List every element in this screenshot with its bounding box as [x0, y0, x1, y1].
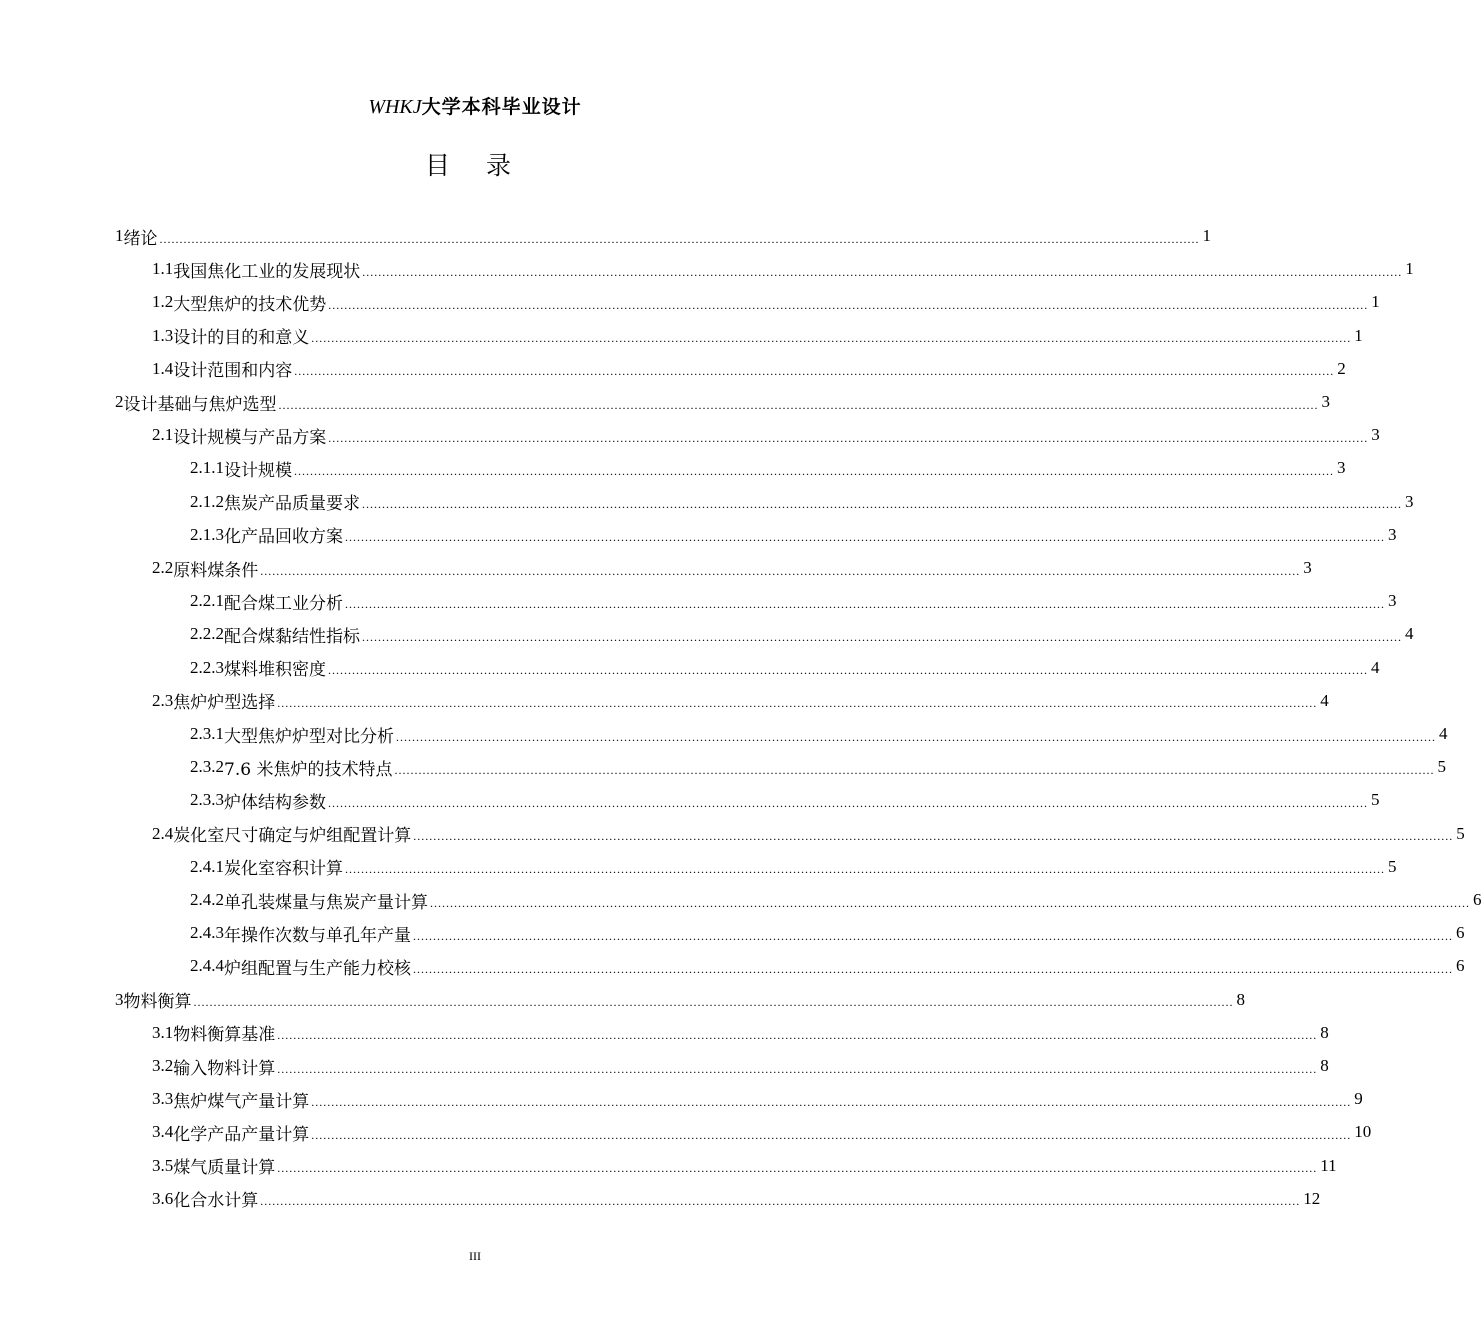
- toc-entry[interactable]: [115, 985, 1245, 1015]
- toc-entry-number: 2.3.3: [190, 790, 224, 810]
- toc-entry[interactable]: [152, 254, 1414, 284]
- toc-entry-number: 2.1.1: [190, 458, 224, 478]
- toc-entry-number: 2.3.2: [190, 757, 224, 777]
- toc-entry-title: 绪论: [123, 228, 158, 249]
- toc-dot-leader: ....................................................................................................................................................................................................................................................................: [413, 961, 1453, 976]
- toc-entry-page: 6: [1473, 890, 1482, 909]
- toc-entry-page: 6: [1456, 923, 1465, 943]
- toc-dot-leader: ....................................................................................................................................................................................................................................................................: [277, 1061, 1318, 1076]
- toc-entry-title: 化学产品产量计算: [173, 1124, 310, 1145]
- toc-entry-page: 3: [1321, 392, 1330, 411]
- toc-entry-title: 设计规模与产品方案: [173, 427, 327, 448]
- toc-entry-title: 设计基础与焦炉选型: [123, 394, 277, 415]
- toc-entry-page: 2: [1337, 358, 1346, 378]
- toc-dot-leader: ....................................................................................................................................................................................................................................................................: [413, 829, 1454, 844]
- toc-dot-leader: ....................................................................................................................................................................................................................................................................: [277, 1161, 1318, 1176]
- toc-entry-number: 1.2: [152, 292, 174, 312]
- toc-entry-number: 3: [115, 989, 124, 1009]
- toc-entry-title: 炭化室尺寸确定与炉组配置计算: [173, 826, 412, 847]
- toc-entry[interactable]: [152, 1151, 1337, 1181]
- toc-entry-title: 化合水计算: [173, 1191, 259, 1212]
- toc-entry-title: 年操作次数与单孔年产量: [224, 925, 411, 946]
- toc-entry-page: 8: [1320, 1022, 1329, 1042]
- toc-entry-page: 6: [1456, 956, 1465, 976]
- toc-entry-title: 物料衡算: [123, 992, 192, 1013]
- toc-entry-page: 4: [1405, 624, 1414, 644]
- toc-entry-title: 大型焦炉的技术优势: [173, 294, 327, 315]
- toc-entry-number: 2.4.4: [190, 956, 224, 976]
- toc-entry-number: 3.4: [152, 1122, 174, 1142]
- toc-dot-leader: ....................................................................................................................................................................................................................................................................: [430, 895, 1470, 910]
- toc-entry-title: 设计规模: [224, 460, 292, 481]
- toc-dot-leader: ....................................................................................................................................................................................................................................................................: [277, 1028, 1318, 1043]
- toc-entry-title: 输入物料计算: [173, 1058, 276, 1079]
- toc-entry-title: 单孔装煤量与焦炭产量计算: [224, 892, 428, 913]
- toc-entry[interactable]: [152, 1084, 1363, 1114]
- toc-entry-page: 3: [1405, 491, 1414, 511]
- page-title: 目 录: [425, 151, 525, 180]
- toc-dot-leader: ....................................................................................................................................................................................................................................................................: [260, 563, 1301, 578]
- toc-entry-page: 11: [1320, 1155, 1337, 1175]
- toc-entry-page: 8: [1320, 1056, 1329, 1075]
- toc-entry-number: 3.2: [152, 1056, 174, 1075]
- toc-dot-leader: ....................................................................................................................................................................................................................................................................: [294, 463, 1334, 478]
- toc-entry-page: 1: [1202, 226, 1211, 245]
- toc-entry-title: 配合煤工业分析: [224, 593, 343, 614]
- toc-entry-page: 5: [1371, 790, 1380, 810]
- toc-entry-page: 4: [1371, 657, 1380, 677]
- toc-entry[interactable]: [190, 785, 1380, 815]
- toc-dot-leader: ....................................................................................................................................................................................................................................................................: [362, 497, 1402, 512]
- toc-entry-title: 设计范围和内容: [173, 361, 293, 382]
- toc-entry[interactable]: [152, 686, 1329, 716]
- toc-entry-page: 4: [1439, 724, 1448, 743]
- header-latin: WHKJ: [368, 96, 422, 118]
- toc-dot-leader: ....................................................................................................................................................................................................................................................................: [159, 231, 1200, 246]
- toc-entry[interactable]: [152, 1184, 1321, 1214]
- toc-entry-number: 2.2: [152, 558, 174, 577]
- toc-dot-leader: ....................................................................................................................................................................................................................................................................: [193, 995, 1234, 1010]
- toc-entry-title: 焦炉煤气产量计算: [173, 1091, 310, 1112]
- toc-entry-title: 我国焦化工业的发展现状: [173, 261, 361, 282]
- toc-entry-number: 3.1: [152, 1022, 174, 1042]
- toc-entry[interactable]: [152, 819, 1465, 849]
- toc-dot-leader: ....................................................................................................................................................................................................................................................................: [328, 663, 1368, 678]
- toc-entry-number: 2.2.2: [190, 624, 224, 644]
- toc-entry-page: 10: [1354, 1122, 1372, 1142]
- toc-entry-number: 2.4.1: [190, 856, 224, 876]
- toc-entry-page: 9: [1354, 1089, 1363, 1109]
- toc-entry-title: 7.6 米焦炉的技术特点: [224, 759, 393, 780]
- toc-entry[interactable]: [152, 553, 1312, 583]
- toc-entry-page: 8: [1236, 989, 1245, 1009]
- toc-entry-number: 1.4: [152, 358, 174, 378]
- toc-entry-title: 大型焦炉炉型对比分析: [224, 726, 394, 747]
- toc-entry[interactable]: [152, 420, 1380, 450]
- toc-entry-page: 5: [1437, 757, 1446, 777]
- toc-entry-number: 2.2.1: [190, 591, 224, 611]
- toc-entry-title: 煤气质量计算: [173, 1158, 276, 1179]
- toc-dot-leader: ....................................................................................................................................................................................................................................................................: [396, 729, 1436, 744]
- toc-entry[interactable]: [190, 653, 1380, 683]
- toc-entry[interactable]: [152, 1018, 1329, 1048]
- toc-entry-title: 化产品回收方案: [224, 527, 343, 548]
- toc-entry-page: 3: [1337, 458, 1346, 478]
- toc-entry-title: 炉组配置与生产能力校核: [224, 958, 411, 979]
- toc-entry[interactable]: [152, 354, 1346, 384]
- toc-entry[interactable]: [190, 586, 1397, 616]
- toc-entry-page: 5: [1456, 823, 1465, 843]
- toc-entry-page: 3: [1388, 591, 1397, 611]
- toc-entry-page: 1: [1371, 292, 1380, 312]
- toc-dot-leader: ....................................................................................................................................................................................................................................................................: [311, 1127, 1352, 1142]
- toc-entry[interactable]: [190, 453, 1346, 483]
- toc-dot-leader: ....................................................................................................................................................................................................................................................................: [362, 264, 1403, 279]
- toc-entry-page: 12: [1303, 1188, 1321, 1208]
- page-number: III: [469, 1249, 481, 1263]
- toc-entry-number: 2.4.3: [190, 923, 224, 943]
- toc-entry-number: 2.1.3: [190, 524, 224, 544]
- toc-dot-leader: ....................................................................................................................................................................................................................................................................: [394, 762, 1435, 777]
- toc-dot-leader: ....................................................................................................................................................................................................................................................................: [311, 331, 1352, 346]
- toc-entry-number: 3.5: [152, 1155, 174, 1175]
- toc-entry[interactable]: [190, 752, 1446, 782]
- toc-entry-title: 焦炉炉型选择: [173, 693, 276, 714]
- toc-dot-leader: ....................................................................................................................................................................................................................................................................: [413, 928, 1453, 943]
- header-cn: 大学本科毕业设计: [421, 96, 582, 118]
- toc-entry-title: 物料衡算基准: [173, 1025, 276, 1046]
- toc-dot-leader: ....................................................................................................................................................................................................................................................................: [362, 629, 1402, 644]
- toc-entry-title: 焦炭产品质量要求: [224, 494, 360, 515]
- toc-entry-page: 4: [1320, 690, 1329, 710]
- toc-entry-number: 2.3.1: [190, 724, 224, 743]
- toc-entry[interactable]: [115, 387, 1330, 417]
- toc-entry[interactable]: [190, 520, 1397, 550]
- toc-dot-leader: ....................................................................................................................................................................................................................................................................: [345, 530, 1385, 545]
- toc-dot-leader: ....................................................................................................................................................................................................................................................................: [311, 1094, 1352, 1109]
- toc-entry-number: 1.3: [152, 325, 174, 345]
- toc-entry[interactable]: [190, 918, 1465, 948]
- toc-entry-number: 2.2.3: [190, 657, 224, 677]
- toc-dot-leader: ....................................................................................................................................................................................................................................................................: [328, 795, 1368, 810]
- toc-entry[interactable]: [152, 287, 1380, 317]
- toc-dot-leader: ....................................................................................................................................................................................................................................................................: [328, 430, 1369, 445]
- toc-entry-number: 2.3: [152, 690, 174, 710]
- toc-entry-page: 1: [1354, 325, 1363, 345]
- toc-entry-number: 1: [115, 226, 124, 245]
- toc-entry-title: 炉体结构参数: [224, 792, 326, 813]
- toc-entry[interactable]: [190, 719, 1448, 749]
- toc-entry-page: 3: [1371, 425, 1380, 445]
- toc-dot-leader: ....................................................................................................................................................................................................................................................................: [345, 596, 1385, 611]
- toc-entry-title: 煤料堆积密度: [224, 660, 326, 681]
- toc-dot-leader: ....................................................................................................................................................................................................................................................................: [278, 397, 1319, 412]
- toc-entry[interactable]: [152, 1051, 1329, 1081]
- toc-entry-page: 3: [1388, 524, 1397, 544]
- toc-entry[interactable]: [190, 487, 1414, 517]
- toc-dot-leader: ....................................................................................................................................................................................................................................................................: [345, 862, 1385, 877]
- toc-entry-number: 2.4.2: [190, 890, 224, 909]
- document-header: [0, 92, 950, 119]
- toc-entry[interactable]: [190, 852, 1397, 882]
- toc-entry-number: 1.1: [152, 259, 174, 279]
- toc-entry-page: 5: [1388, 856, 1397, 876]
- toc-entry-number: 2: [115, 392, 124, 411]
- toc-entry-title: 配合煤黏结性指标: [224, 626, 360, 647]
- toc-dot-leader: ....................................................................................................................................................................................................................................................................: [328, 297, 1369, 312]
- toc-entry-number: 2.4: [152, 823, 174, 843]
- toc-entry[interactable]: [152, 1117, 1372, 1147]
- toc-entry[interactable]: [190, 619, 1414, 649]
- toc-dot-leader: ....................................................................................................................................................................................................................................................................: [260, 1194, 1301, 1209]
- toc-entry[interactable]: [190, 885, 1482, 915]
- toc-entry-title: 炭化室容积计算: [224, 859, 343, 880]
- toc-dot-leader: ....................................................................................................................................................................................................................................................................: [277, 696, 1318, 711]
- toc-entry-page: 3: [1303, 558, 1312, 577]
- toc-entry-title: 原料煤条件: [173, 560, 259, 581]
- toc-entry-number: 3.6: [152, 1188, 174, 1208]
- toc-entry-number: 3.3: [152, 1089, 174, 1109]
- toc-entry[interactable]: [190, 951, 1465, 981]
- toc-entry[interactable]: [115, 221, 1211, 251]
- toc-entry-number: 2.1: [152, 425, 174, 445]
- toc-dot-leader: ....................................................................................................................................................................................................................................................................: [294, 364, 1335, 379]
- toc-entry[interactable]: [152, 321, 1363, 351]
- toc-entry-title: 设计的目的和意义: [173, 328, 310, 349]
- toc-entry-page: 1: [1405, 259, 1414, 279]
- toc-entry-number: 2.1.2: [190, 491, 224, 511]
